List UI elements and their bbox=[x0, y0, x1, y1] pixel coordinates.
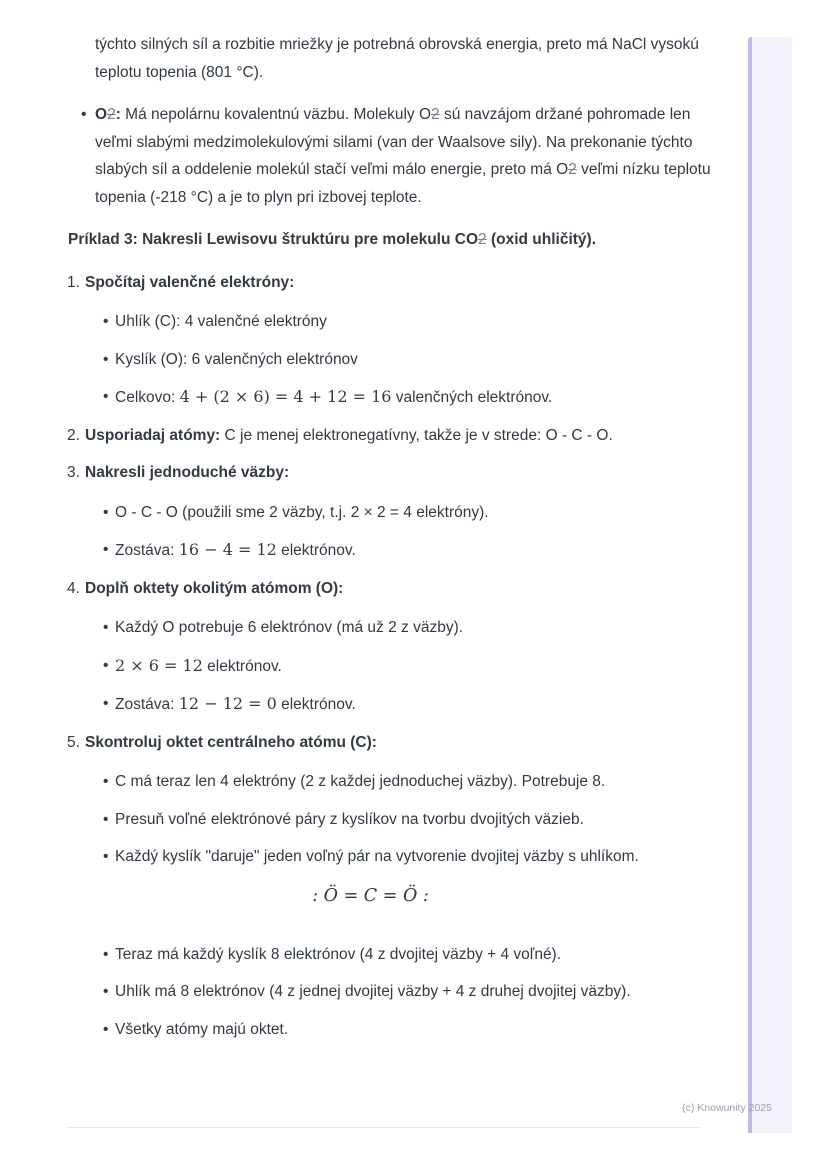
bullet-list bbox=[68, 101, 716, 211]
ordered-list-item bbox=[68, 422, 716, 450]
text-run-math: 12 − 12 = 0 bbox=[178, 694, 277, 713]
text-run-text: Uhlík má 8 elektrónov (4 z jednej dvojitej väzby + 4 z druhej dvojitej väzby). bbox=[115, 983, 631, 1000]
ordered-list-item bbox=[68, 269, 716, 412]
text-run-strike: 2 bbox=[568, 161, 577, 178]
text-run-text: sú navzájom držané pohromade len veľmi slabými medzimolekulovými silami (van der Waalsove sily). Na prekonanie týchto slabých síl a oddelenie molekúl stačí veľmi málo energie, preto má O bbox=[95, 106, 693, 178]
list-item bbox=[85, 308, 716, 336]
text-run-text: Uhlík (C): 4 valenčné elektróny bbox=[115, 313, 327, 330]
page-bottom-divider bbox=[67, 1127, 700, 1128]
text-run-text: týchto silných síl a rozbitie mriežky je potrebná obrovská energia, preto má NaCl vysokú teplotu topenia (801 °C). bbox=[95, 36, 699, 81]
text-run-text: elektrónov. bbox=[276, 696, 356, 713]
list-item-text bbox=[115, 978, 716, 1006]
list-item-text bbox=[115, 843, 716, 871]
list-item bbox=[85, 499, 716, 527]
list-item bbox=[85, 806, 716, 834]
nested-bullet-list bbox=[85, 614, 716, 719]
bullet-marker: • bbox=[103, 388, 109, 405]
text-run-strike: 2 bbox=[431, 106, 440, 123]
list-item bbox=[85, 652, 716, 681]
bullet-marker: • bbox=[103, 656, 109, 674]
list-item-text bbox=[115, 1016, 716, 1044]
ordered-list-item bbox=[68, 729, 716, 1044]
text-run-strike: 2 bbox=[107, 106, 116, 123]
text-run-bold: : bbox=[115, 106, 121, 123]
ordered-item-lead bbox=[85, 729, 716, 757]
list-item-text bbox=[95, 101, 716, 211]
ordered-item-lead bbox=[85, 575, 716, 603]
bullet-marker: • bbox=[103, 773, 109, 790]
list-item bbox=[85, 383, 716, 412]
list-item-text bbox=[115, 941, 716, 969]
text-run-bold: Usporiadaj atómy: bbox=[85, 426, 221, 444]
lewis-structure-formula: : Ö = C = Ö : bbox=[312, 885, 429, 906]
text-run-bold: Príklad 3: Nakresli Lewisovu štruktúru pre molekulu CO bbox=[68, 231, 479, 248]
bullet-marker: • bbox=[103, 503, 109, 521]
list-item bbox=[85, 690, 716, 719]
list-number: 5. bbox=[67, 733, 80, 751]
text-run-text: Všetky atómy majú oktet. bbox=[115, 1020, 289, 1038]
ordered-item-lead bbox=[85, 459, 716, 487]
list-number: 3. bbox=[67, 464, 80, 481]
list-number: 4. bbox=[67, 579, 80, 597]
list-number: 1. bbox=[67, 273, 80, 291]
paragraph bbox=[68, 31, 716, 86]
text-run-text: Má nepolárnu kovalentnú väzbu. Molekuly O bbox=[120, 106, 432, 123]
list-item bbox=[85, 346, 716, 374]
list-item bbox=[85, 1016, 716, 1044]
bullet-marker: • bbox=[103, 848, 109, 865]
ordered-list bbox=[68, 269, 716, 1044]
text-run-text: elektrónov. bbox=[202, 657, 282, 675]
list-item bbox=[85, 614, 716, 642]
knowunity-watermark: (c) Knowunity 2025 bbox=[682, 1102, 772, 1114]
text-run-text: Kyslík (O): 6 valenčných elektrónov bbox=[115, 350, 358, 368]
list-item bbox=[85, 941, 716, 969]
list-item-text bbox=[115, 806, 716, 834]
text-run-text: C je menej elektronegatívny, takže je v strede: O - C - O. bbox=[220, 426, 613, 444]
nested-bullet-list bbox=[85, 768, 716, 1043]
nested-bullet-list bbox=[85, 499, 716, 565]
bullet-marker: • bbox=[103, 350, 109, 368]
nested-bullet-list bbox=[85, 308, 716, 412]
list-item-text bbox=[115, 383, 716, 412]
text-run-text: Každý O potrebuje 6 elektrónov (má už 2 z väzby). bbox=[115, 619, 464, 636]
bullet-marker: • bbox=[103, 983, 109, 1000]
list-item-text bbox=[115, 308, 716, 336]
list-item-text bbox=[115, 614, 716, 642]
text-run-text: Zostáva: bbox=[115, 542, 179, 559]
bullet-marker: • bbox=[103, 1020, 109, 1038]
paragraph bbox=[68, 226, 716, 254]
text-run-text: veľmi nízku teplotu topenia (-218 °C) a je to plyn pri izbovej teplote. bbox=[95, 161, 711, 206]
list-item bbox=[85, 978, 716, 1006]
text-run-bold: Skontroluj oktet centrálneho atómu (C): bbox=[85, 733, 377, 751]
list-item-text bbox=[115, 768, 716, 796]
text-run-text: C má teraz len 4 elektróny (2 z každej jednoduchej väzby). Potrebuje 8. bbox=[115, 773, 606, 790]
ordered-list-item bbox=[68, 575, 716, 719]
text-run-bold: O bbox=[95, 106, 108, 123]
page-edge-decoration bbox=[748, 37, 792, 1133]
text-run-bold: (oxid uhličitý). bbox=[486, 231, 597, 248]
list-item bbox=[85, 536, 716, 565]
bullet-marker: • bbox=[103, 619, 109, 636]
text-run-text: Celkovo: bbox=[115, 389, 180, 406]
bullet-marker: • bbox=[103, 313, 109, 330]
bullet-marker: • bbox=[103, 945, 109, 963]
list-item bbox=[68, 101, 716, 211]
document-body bbox=[68, 31, 716, 1043]
text-run-text: elektrónov. bbox=[276, 542, 356, 559]
text-run-strike: 2 bbox=[478, 231, 487, 248]
text-run-text: Teraz má každý kyslík 8 elektrónov (4 z dvojitej väzby + 4 voľné). bbox=[115, 945, 562, 963]
text-run-text: valenčných elektrónov. bbox=[391, 389, 553, 406]
text-run-math: 4 + (2 × 6) = 4 + 12 = 16 bbox=[179, 387, 392, 406]
text-run-text: Každý kyslík "daruje" jeden voľný pár na vytvorenie dvojitej väzby s uhlíkom. bbox=[115, 848, 639, 865]
list-item-text bbox=[115, 499, 716, 527]
list-item bbox=[85, 843, 716, 871]
text-run-text: O - C - O (použili sme 2 väzby, t.j. 2 × 2 = 4 elektróny). bbox=[115, 503, 489, 521]
list-item-text bbox=[115, 536, 716, 565]
text-run-math: 16 − 4 = 12 bbox=[178, 540, 277, 559]
ordered-item-lead bbox=[85, 269, 716, 297]
text-run-bold: Nakresli jednoduché väzby: bbox=[85, 464, 290, 481]
ordered-item-lead bbox=[85, 422, 716, 450]
list-item-text bbox=[115, 652, 716, 681]
text-run-text: Presuň voľné elektrónové páry z kyslíkov na tvorbu dvojitých väzieb. bbox=[115, 810, 584, 828]
text-run-text: Zostáva: bbox=[115, 696, 179, 713]
text-run-bold: Doplň oktety okolitým atómom (O): bbox=[85, 579, 344, 597]
text-run-math: 2 × 6 = 12 bbox=[115, 655, 203, 675]
bullet-marker: • bbox=[103, 810, 109, 828]
list-number: 2. bbox=[67, 426, 80, 444]
bullet-marker: • bbox=[103, 695, 109, 712]
bullet-marker: • bbox=[81, 106, 87, 123]
list-item bbox=[85, 768, 716, 796]
text-run-bold: Spočítaj valenčné elektróny: bbox=[85, 273, 295, 291]
list-item-text bbox=[115, 690, 716, 719]
ordered-list-item bbox=[68, 459, 716, 565]
list-item-text bbox=[115, 346, 716, 374]
bullet-marker: • bbox=[103, 541, 109, 558]
